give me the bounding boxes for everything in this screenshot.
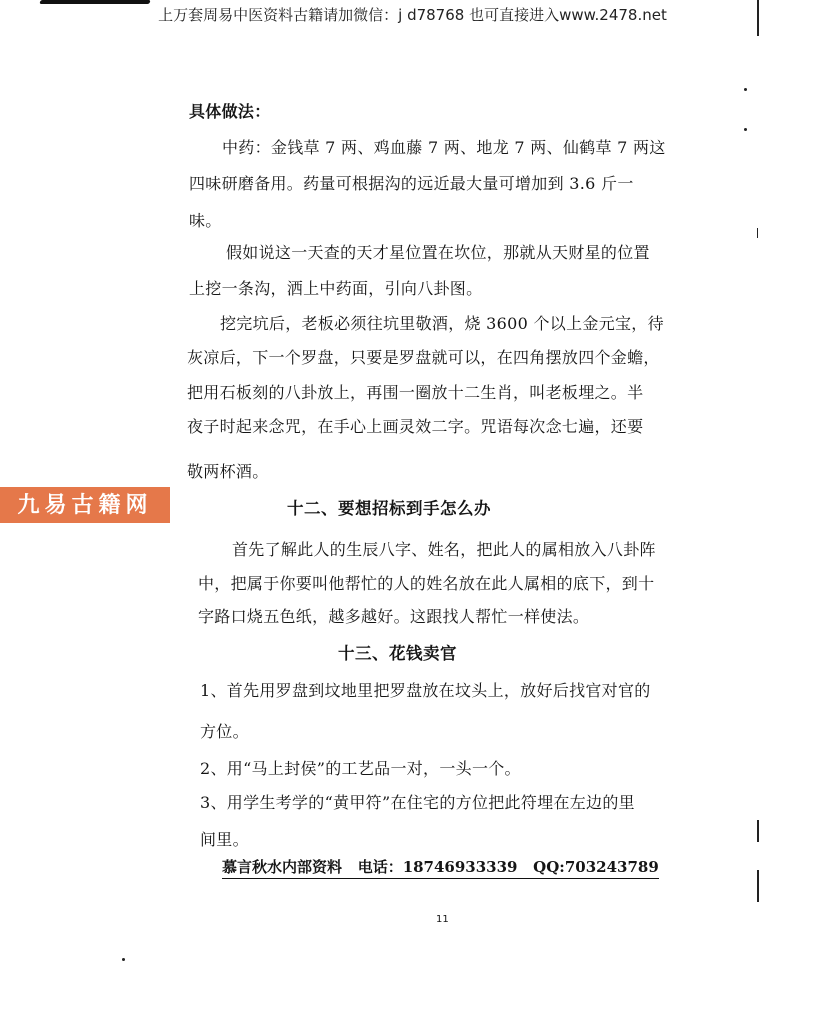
list-item: 3、用学生考学的“黄甲符”在住宅的方位把此符埋在左边的里	[200, 793, 635, 812]
body-line: 灰凉后，下一个罗盘，只要是罗盘就可以，在四角摆放四个金蟾，	[187, 348, 660, 367]
section-intro: 具体做法：	[189, 102, 271, 121]
body-line: 字路口烧五色纸，越多越好。这跟找人帮忙一样使法。	[198, 607, 590, 626]
scan-speck	[744, 128, 747, 131]
footer-contact	[222, 856, 659, 879]
footer-phone: 电话：18746933339	[357, 858, 518, 876]
body-line: 假如说这一天查的天才星位置在坎位，那就从天财星的位置	[226, 243, 650, 262]
body-line: 挖完坑后，老板必须往坑里敬酒，烧 3600 个以上金元宝，待	[220, 314, 664, 333]
body-line: 味。	[189, 211, 222, 230]
body-line: 敬两杯酒。	[187, 462, 269, 481]
page-number: 11	[436, 914, 449, 925]
body-line: 上挖一条沟，洒上中药面，引向八卦图。	[189, 279, 483, 298]
body-line: 方位。	[200, 722, 249, 741]
list-item: 1、首先用罗盘到坟地里把罗盘放在坟头上，放好后找官对官的	[200, 681, 651, 700]
site-watermark-badge: 九易古籍网	[0, 487, 170, 523]
section-heading-13: 十三、花钱卖官	[338, 644, 457, 663]
body-line: 夜子时起来念咒，在手心上画灵效二字。咒语每次念七遍，还要	[187, 417, 644, 436]
scan-edge-top	[757, 0, 759, 36]
scan-edge-mark-lower	[757, 820, 759, 842]
scan-speck	[744, 88, 747, 91]
scan-speck	[122, 958, 125, 961]
body-line: 首先了解此人的生辰八字、姓名，把此人的属相放入八卦阵	[232, 540, 656, 559]
body-line: 中药：金钱草 7 两、鸡血藤 7 两、地龙 7 两、仙鹤草 7 两这	[222, 138, 666, 157]
header-watermark: 上万套周易中医资料古籍请加微信：j d78768 也可直接进入www.2478.net	[158, 6, 667, 24]
footer-qq: QQ:703243789	[533, 858, 659, 876]
body-line: 把用石板刻的八卦放上，再围一圈放十二生肖，叫老板埋之。半	[187, 383, 644, 402]
body-line: 间里。	[200, 830, 249, 849]
body-line: 四味研磨备用。药量可根据沟的远近最大量可增加到 3.6 斤一	[189, 174, 634, 193]
list-item: 2、用“马上封侯”的工艺品一对，一头一个。	[200, 759, 521, 778]
body-line: 中，把属于你要叫他帮忙的人的姓名放在此人属相的底下，到十	[198, 574, 655, 593]
scan-edge-bottom	[757, 870, 759, 902]
scan-edge-mark	[757, 228, 758, 238]
footer-source: 慕言秋水内部资料	[222, 858, 343, 876]
section-heading-12: 十二、要想招标到手怎么办	[287, 499, 491, 518]
